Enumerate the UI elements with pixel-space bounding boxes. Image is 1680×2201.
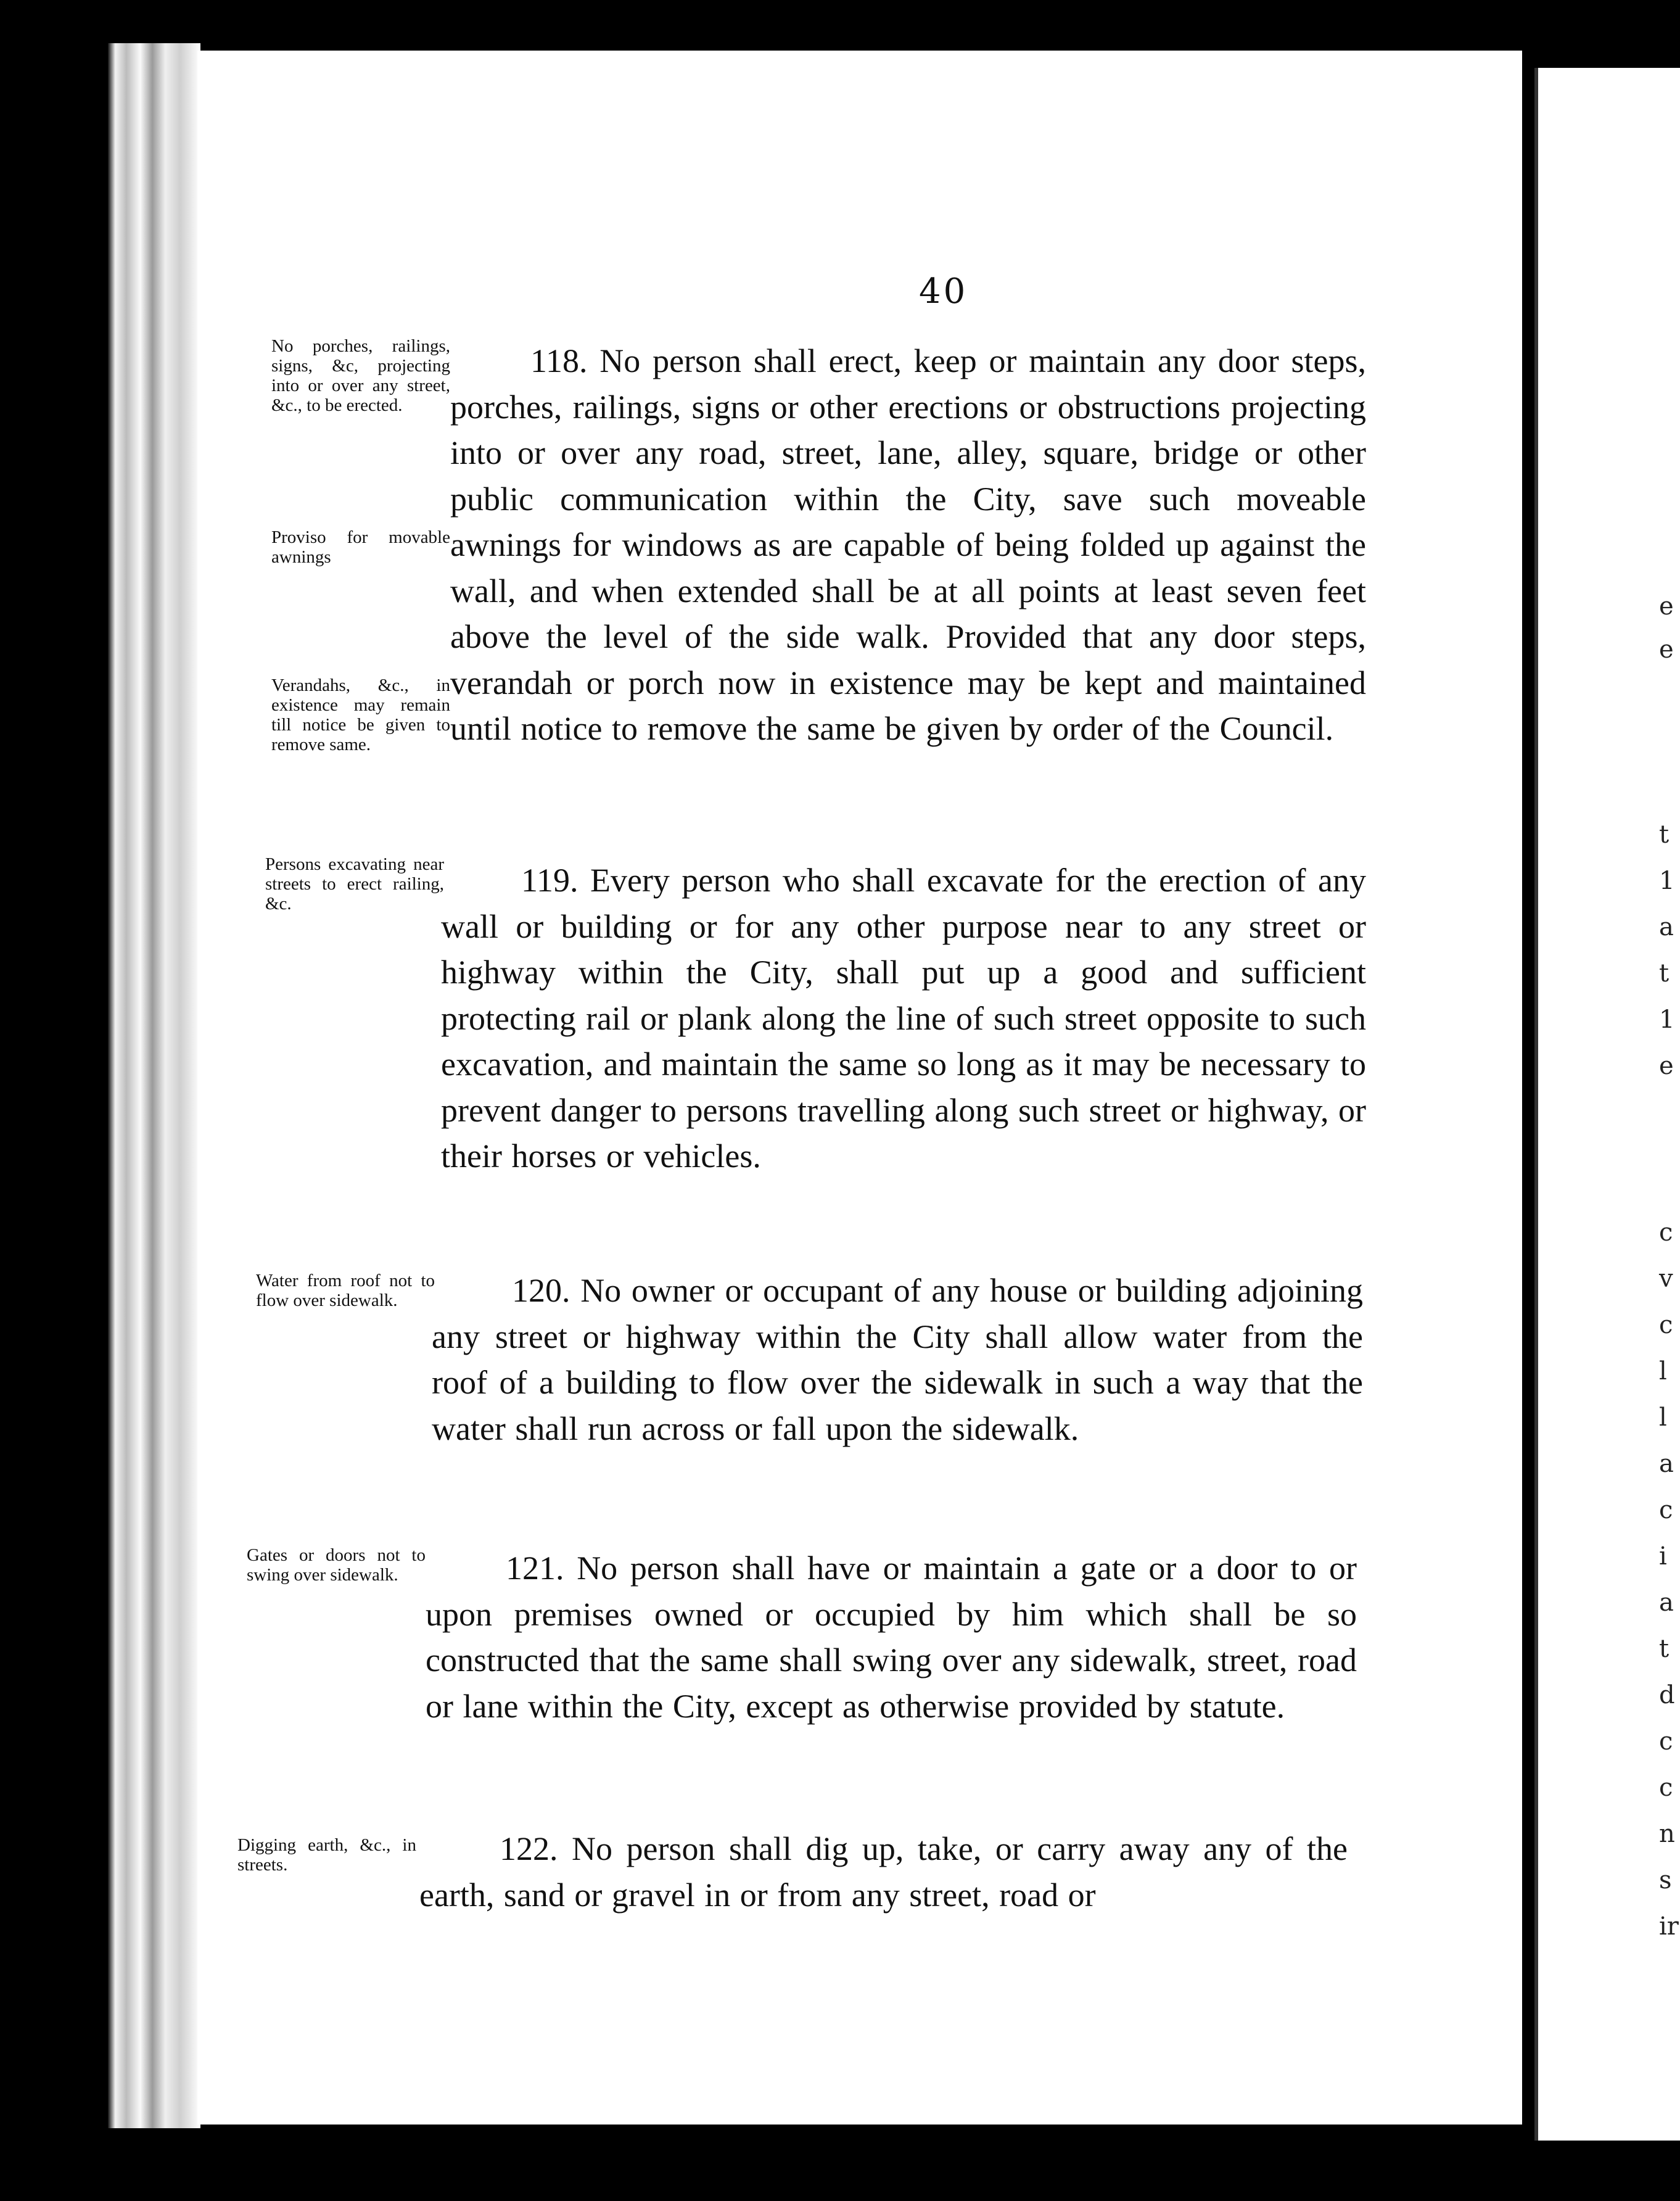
facing-page-char: ir bbox=[1659, 1912, 1679, 1941]
facing-page-char: t bbox=[1659, 959, 1670, 988]
facing-page-char: a bbox=[1659, 913, 1674, 941]
section-120 bbox=[432, 1268, 1363, 1452]
section-122 bbox=[419, 1826, 1348, 1918]
section-118 bbox=[450, 338, 1366, 752]
section-text-122: No person shall dig up, take, or carry away any of the earth, sand or gravel in or from any street, road or bbox=[419, 1830, 1348, 1914]
facing-page-char: e bbox=[1659, 592, 1674, 621]
facing-page-char: t bbox=[1659, 820, 1670, 849]
margin-note-121: Gates or doors not to swing over sidewalk. bbox=[247, 1545, 426, 1585]
facing-page-char: l bbox=[1659, 1357, 1667, 1385]
facing-page-edge bbox=[1534, 68, 1680, 2141]
section-number-118: 118. bbox=[530, 342, 588, 379]
section-number-121: 121. bbox=[506, 1550, 564, 1587]
section-text-121: No person shall have or maintain a gate or a door to or upon premises owned or occupied by him which shall be so constructed that the same shall swing over any sidewalk, street, road or lane within the City, except as otherwise provided by statute. bbox=[426, 1550, 1357, 1725]
section-121 bbox=[426, 1545, 1357, 1729]
section-number-122: 122. bbox=[500, 1830, 558, 1867]
margin-note-120: Water from roof not to flow over sidewalk. bbox=[256, 1271, 435, 1310]
facing-page-char: 1 bbox=[1659, 867, 1675, 895]
section-text-120: No owner or occupant of any house or building adjoining any street or highway within the City shall allow water from the roof of a building to flow over the sidewalk in such a way that the water shall run across or fall upon the sidewalk. bbox=[432, 1272, 1364, 1447]
section-119 bbox=[441, 857, 1366, 1179]
facing-page-char: a bbox=[1659, 1588, 1674, 1617]
page-number: 40 bbox=[919, 271, 968, 312]
section-number-120: 120. bbox=[512, 1272, 570, 1309]
facing-page-char: e bbox=[1659, 1052, 1674, 1080]
margin-note-118-proviso: Proviso for movable awnings bbox=[271, 527, 450, 567]
facing-page-char: l bbox=[1659, 1403, 1667, 1432]
facing-page-char: s bbox=[1659, 1866, 1672, 1894]
facing-page-char: d bbox=[1659, 1681, 1675, 1709]
section-number-119: 119. bbox=[521, 862, 579, 899]
margin-note-118: No porches, railings, signs, &c, projecting into or over any street, &c., to be erected. bbox=[271, 336, 450, 415]
margin-note-119: Persons excavating near streets to erect railing, &c. bbox=[265, 854, 444, 914]
section-text-118: No person shall erect, keep or maintain any door steps, porches, railings, signs or other erections or obstructions projecting into or over any road, street, lane, alley, square, bridge or other public communication within the City, save such moveable awnings for windows as are capable of being folded up against the wall, and when extended shall be at all points at least seven feet above the level of the side walk. Provided that any door steps, verandah or porch now in existence may be kept and maintained until notice to remove the same be given by order of the Council. bbox=[450, 342, 1367, 747]
facing-page-char: 1 bbox=[1659, 1006, 1675, 1034]
section-text-119: Every person who shall excavate for the erection of any wall or building or for any other purpose near to any street or highway within the City, shall put up a good and sufficient protecting rail or plank along the line of such street opposite to such excavation, and maintain the same so long as it may be necessary to prevent danger to persons travelling along such street or highway, or their horses or vehicles. bbox=[441, 862, 1366, 1175]
facing-page-char: t bbox=[1659, 1635, 1670, 1663]
facing-page-char: i bbox=[1659, 1542, 1667, 1571]
margin-note-118-verandahs: Verandahs, &c., in existence may remain till notice be given to remove same. bbox=[271, 675, 450, 754]
facing-page-char: c bbox=[1659, 1311, 1673, 1339]
facing-page-char: c bbox=[1659, 1774, 1673, 1802]
book-binding bbox=[108, 43, 200, 2128]
facing-page-char: e bbox=[1659, 635, 1674, 664]
facing-page-char: c bbox=[1659, 1727, 1673, 1756]
facing-page-char: a bbox=[1659, 1450, 1674, 1478]
facing-page-char: v bbox=[1659, 1265, 1673, 1293]
margin-note-122: Digging earth, &c., in streets. bbox=[237, 1835, 416, 1875]
facing-page-char: c bbox=[1659, 1496, 1673, 1524]
facing-page-char: n bbox=[1659, 1820, 1675, 1848]
facing-page-char: c bbox=[1659, 1218, 1673, 1247]
